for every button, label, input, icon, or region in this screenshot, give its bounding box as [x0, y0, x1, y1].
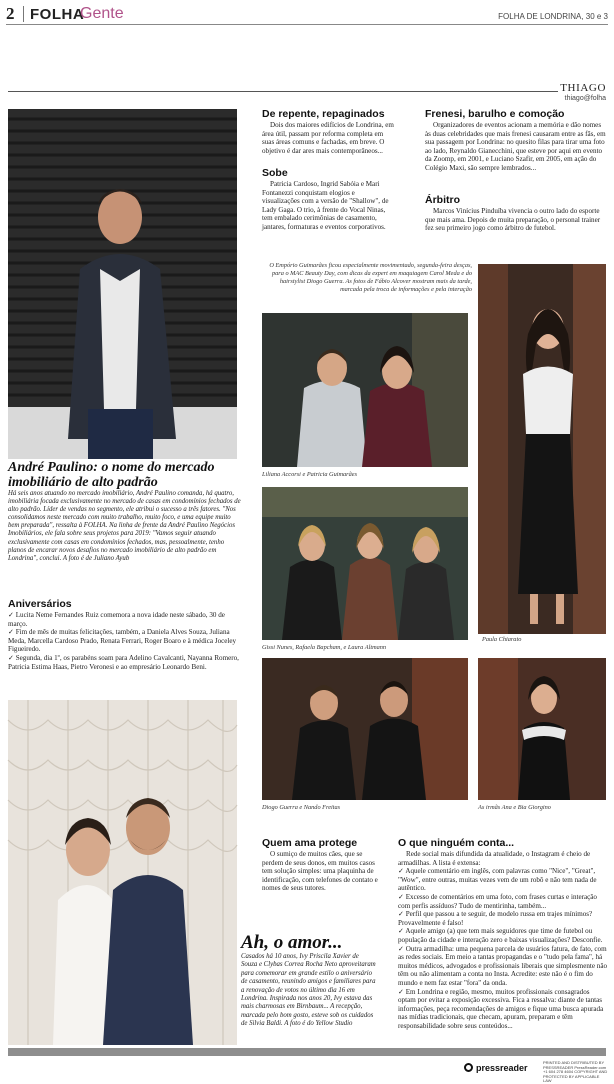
header-rule: [6, 24, 608, 25]
aniversarios-item: ✓ Lucita Neme Fernandes Ruiz comemora a nova idade neste sábado, 30 de março.: [8, 611, 225, 628]
frenesi-text: Organizadores de eventos acionam a memória e dão nomes às duas celebridades que mais frenesi causaram entre as fãs, em sua passagem por Londrina: no quesito filas para tirar uma foto ao lado, Reynaldo Gianecchini, que esteve por aqui em evento da Zoomp, em 2001, e Luciano Szafir, em 2005, em ação do Colégio Maxi, são sempre lembrados...: [425, 121, 606, 172]
ninguem-item: ✓ Perfil que passou a te seguir, de modelo russa em trajes mínimos? Provavelmente é falso!: [398, 910, 593, 927]
repaginados-title: De repente, repaginados: [262, 108, 385, 120]
arbitro-text: Marcos Vinícius Pinduíba vivencia o outro lado do esporte que mais ama. Depois de muita preparação, o personal trainer fez seu primeiro jogo como árbitro de futebol.: [425, 207, 601, 233]
aniversarios-item: ✓ Segunda, dia 1º, os parabéns soam para Adelino Cavalcanti, Nayanna Romero, Patricia Estima Haas, Pietro Veronesi e ao empresário Leonardo Beni.: [8, 653, 239, 671]
columnist-name: THIAGO: [560, 82, 606, 94]
header-divider: [23, 6, 24, 22]
photo-liliana-patricia: [262, 313, 468, 467]
wedding-photo: [8, 700, 237, 1045]
caption-paula: Paula Chiarato: [482, 636, 522, 643]
photo-paula-chiarato: [478, 264, 606, 634]
ninguem-item: ✓ Excesso de comentários em uma foto, com frases curtas e interação com perfis assíduos? Tudo de mentirinha, também...: [398, 892, 597, 910]
ninguem-body: [398, 850, 608, 1030]
arbitro-body: [425, 207, 607, 233]
repaginados-text: Dois dos maiores edifícios de Londrina, em área útil, passam por reforma completa em suas áreas comuns e fachadas, em breve. O objetivo é dar ares mais contemporâneos...: [262, 121, 394, 155]
section-subtitle: Gente: [80, 5, 124, 22]
sobe-text: Patricia Cardoso, Ingrid Sabóia e Mari Fontanezzi conquistam elogios e visualizações com a versão de "Shallow", de Lady Gaga. O trio, à frente do Vocal Ninas, tem embalado cerimônias de casamento, jantares, formaturas e eventos corporativos.: [262, 180, 389, 231]
column-rule: [8, 91, 558, 92]
frenesi-title: Frenesi, barulho e comoção: [425, 108, 565, 120]
photo-ana-bia: [478, 658, 606, 800]
aniversarios-title: Aniversários: [8, 598, 72, 610]
quem-ama-title: Quem ama protege: [262, 837, 358, 849]
aniversarios-item: ✓ Fim de mês de muitas felicitações, também, a Daniela Alves Souza, Juliana Meda, Marcella Cardoso Prado, Renata Ferrari, Roger Boaro e à médica Joceley Figueiredo.: [8, 628, 237, 654]
frenesi-body: [425, 121, 607, 173]
columnist-email: thiago@folha: [564, 95, 606, 102]
photo-diogo-nando: [262, 658, 468, 800]
ninguem-item: ✓ Aquele comentário em inglês, com palavras como "Nice", "Great", "Wow", entre outras, muitas vezes vem de um robô e não tem nada de autêntico.: [398, 867, 597, 893]
amor-body: Casados há 10 anos, Ivy Priscila Xavier de Souza e Clybas Correa Rocha Neto aproveitaram para comemorar em grande estilo o aniversário de casamento, reunindo amigos e familiares para a renovação de votos no último dia 16 em Londrina. Inspirada nos anos 20, Ivy estava das mais charmosas em Birnbaum... A recepção, marcada pelo bom gosto, esteve sob os cuidados de Silvia Baldi. A foto é do Yellow Studio: [241, 953, 376, 1028]
ninguem-intro: Rede social mais difundida da atualidade, o Instagram é cheio de armadilhas. A lista é extensa:: [398, 850, 591, 867]
paulino-headline: André Paulino: o nome do mercado imobiliário de alto padrão: [8, 460, 215, 490]
photo-gissi-rafaela-laura: [262, 487, 468, 640]
pressreader-brand: pressreader: [476, 1063, 528, 1073]
page-number: 2: [6, 4, 15, 23]
arbitro-title: Árbitro: [425, 194, 460, 206]
amor-title: Ah, o amor...: [241, 932, 343, 953]
section-title: FOLHA: [30, 6, 85, 23]
caption-diogo: Diogo Guerra e Nando Freitas: [262, 804, 341, 811]
caption-irmas: As irmãs Ana e Bia Giorgino: [478, 804, 551, 811]
pressreader-icon: [464, 1063, 473, 1072]
quem-ama-text: O sumiço de muitos cães, que se perdem de seus donos, em muitos casos tem solução simples: uma plaquinha de identificação, com telefones de contato e nomes de seus tutores.: [262, 850, 378, 893]
pressreader-distribution: PRINTED AND DISTRIBUTED BY PRESSREADER PressReader.com +1 604 278 4604 COPYRIGHT AND PROTECTED BY APPLICABLE LAW: [543, 1060, 608, 1084]
edition-date: FOLHA DE LONDRINA, 30 e 3: [498, 12, 608, 21]
paulino-body: Há seis anos atuando no mercado imobiliário, André Paulino comanda, há quatro, imobiliária focada exclusivamente no mercado de casas em condomínios fechados de alto padrão. Líder de vendas no segmento, ele atribui o sucesso a três fatores. "Nos consolidamos neste mercado com muito trabalho, muito foco, e uma equipe muito bem preparada", ressalta à FOLHA. Na linha de frente da André Paulino Negócios Imobiliários, ele fala sobre seus projetos para 2019: "Vamos seguir atuando exclusivamente com casas em condomínios fechados, mas, pessoalmente, tenho planos de encarar novos desafios no mercado imobiliário de alto padrão em Londrina", conclui. A foto é de Juliano Ayub: [8, 490, 241, 562]
pressreader-logo: [464, 1063, 538, 1077]
emporio-caption: O Empório Guimarães ficou especialmente movimentado, segunda-feira desças, para o MAC Beauty Day, com dicas da expert em maquiagem Carol Meda e do hairstylist Diogo Guerra. As fotos de Fábio Alcover mostram mais da tarde, marcada pela troca de informações e pela interação: [269, 262, 472, 293]
sobe-title: Sobe: [262, 167, 288, 179]
ninguem-item: ✓ Aquele amigo (a) que tem mais seguidores que time de futebol ou população da cidade e interação zero e baixas visualizações? Desconfie.: [398, 927, 603, 944]
repaginados-body: [262, 121, 394, 155]
caption-gissi: Gissi Nunes, Rafaela Bapcham, e Laura Altmann: [262, 644, 387, 651]
ninguem-item: ✓ Em Londrina e região, mesmo, muitos profissionais consagrados optam por evitar a exposição excessiva. Fica a ressalva: diante de tantas informações, peça recomendações de amigos e fique uma busca apurada nas mídias tradicionais, que checam, apuram, preparam e têm responsabilidade sobre seus conteúdos...: [398, 987, 604, 1030]
aniversarios-list: [8, 611, 244, 671]
andre-paulino-photo: [8, 109, 237, 459]
sobe-body: [262, 180, 394, 232]
ninguem-title: O que ninguém conta...: [398, 837, 515, 849]
footer-bar: [8, 1048, 606, 1056]
quem-ama-body: [262, 850, 380, 893]
caption-liliana: Liliana Accorsi e Patricia Guimarães: [262, 471, 358, 478]
ninguem-item: ✓ Outra armadilha: uma pequena parcela de usuários fatura, de fato, com as redes sociais. Em meio a tantas propagandas e o "tudo pela fama", há muitos médicos, advogados e profissionais liberais que simplesmente não têm ou não alimentam a conta no Insta. Acredite: este não é o fim do mundo e nem faz estar "fora" da onda.: [398, 944, 608, 987]
